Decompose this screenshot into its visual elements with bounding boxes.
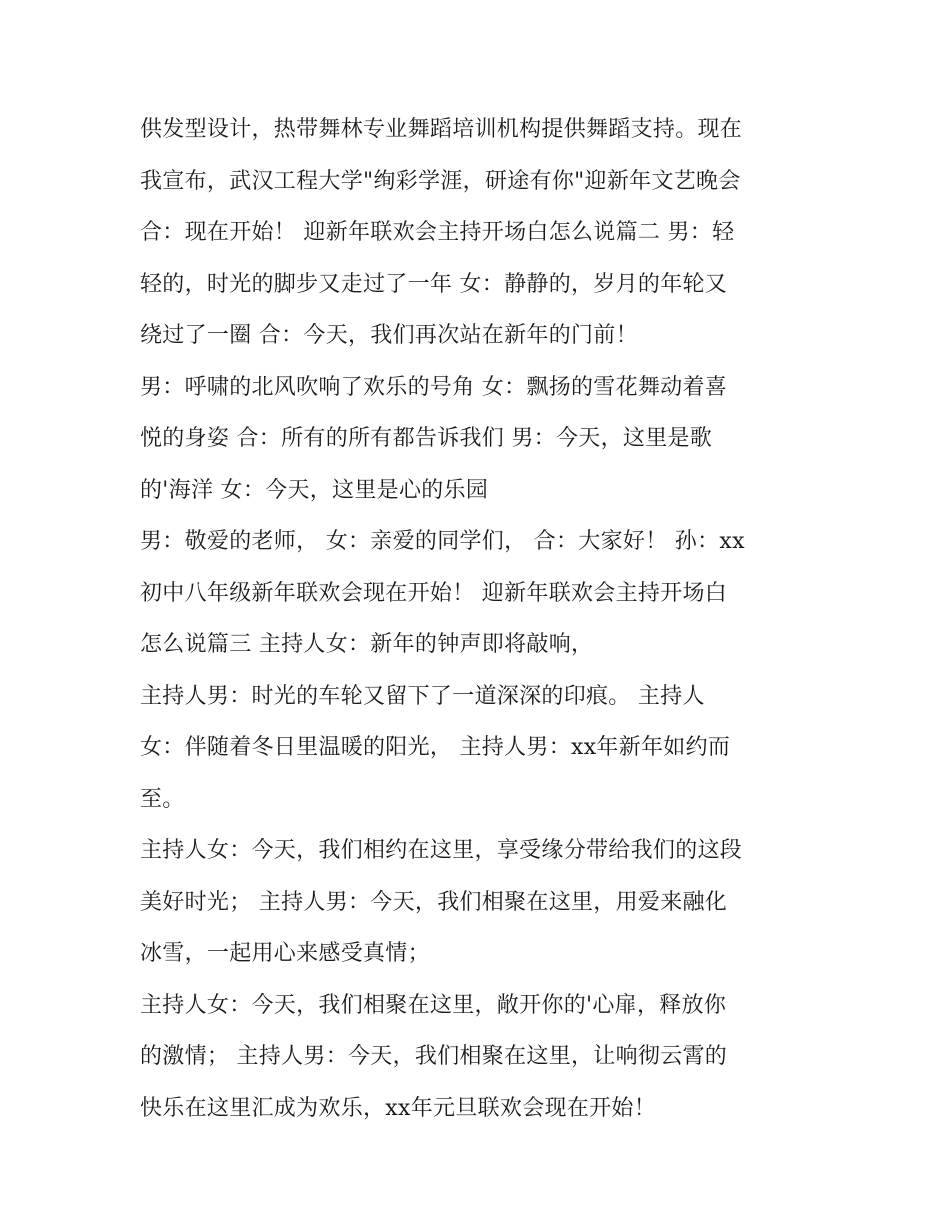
text-line: 主持人男：时光的车轮又留下了一道深深的印痕。 主持人 [140,683,705,709]
text-line: 的'海洋 女：今天，这里是心的乐园 [140,477,489,503]
text-line: 初中八年级新年联欢会现在开始！ 迎新年联欢会主持开场白 [140,580,728,606]
text-line: 主持人女：今天，我们相约在这里，享受缘分带给我们的这段 [140,838,743,863]
text-line: 主持人女：今天，我们相聚在这里，敞开你的'心扉，释放你 [140,992,727,1018]
text-line: 怎么说篇三 主持人女：新年的钟声即将敲响， [140,632,594,657]
text-line: 美好时光； 主持人男：今天，我们相聚在这里，用爱来融化 [140,889,728,915]
text-line: 轻的，时光的脚步又走过了一年 女：静静的，岁月的年轮又 [140,271,728,297]
text-line: 女：伴随着冬日里温暖的阳光， 主持人男：xx年新年如约而 [140,735,731,760]
text-line: 冰雪，一起用心来感受真情； [140,941,430,966]
text-line: 我宣布，武汉工程大学"绚彩学涯，研途有你"迎新年文艺晚会 [140,168,741,194]
text-line: 男：敬爱的老师， 女：亲爱的同学们， 合：大家好！ 孙：xx [140,529,745,554]
text-line: 供发型设计，热带舞林专业舞蹈培训机构提供舞蹈支持。现在 [140,117,743,142]
text-line: 绕过了一圈 合：今天，我们再次站在新年的门前！ [140,323,638,348]
text-line: 合：现在开始！ 迎新年联欢会主持开场白怎么说篇二 男：轻 [140,220,735,245]
document-body-text [140,108,830,1138]
text-line: 悦的身姿 合：所有的所有都告诉我们 男：今天，这里是歌 [140,426,713,451]
text-line: 快乐在这里汇成为欢乐，xx年元旦联欢会现在开始！ [140,1095,657,1121]
text-line: 男：呼啸的北风吹响了欢乐的号角 女：飘扬的雪花舞动着喜 [140,374,728,400]
text-line: 至。 [140,786,185,812]
text-line: 的激情； 主持人男：今天，我们相聚在这里，让响彻云霄的 [140,1044,728,1069]
